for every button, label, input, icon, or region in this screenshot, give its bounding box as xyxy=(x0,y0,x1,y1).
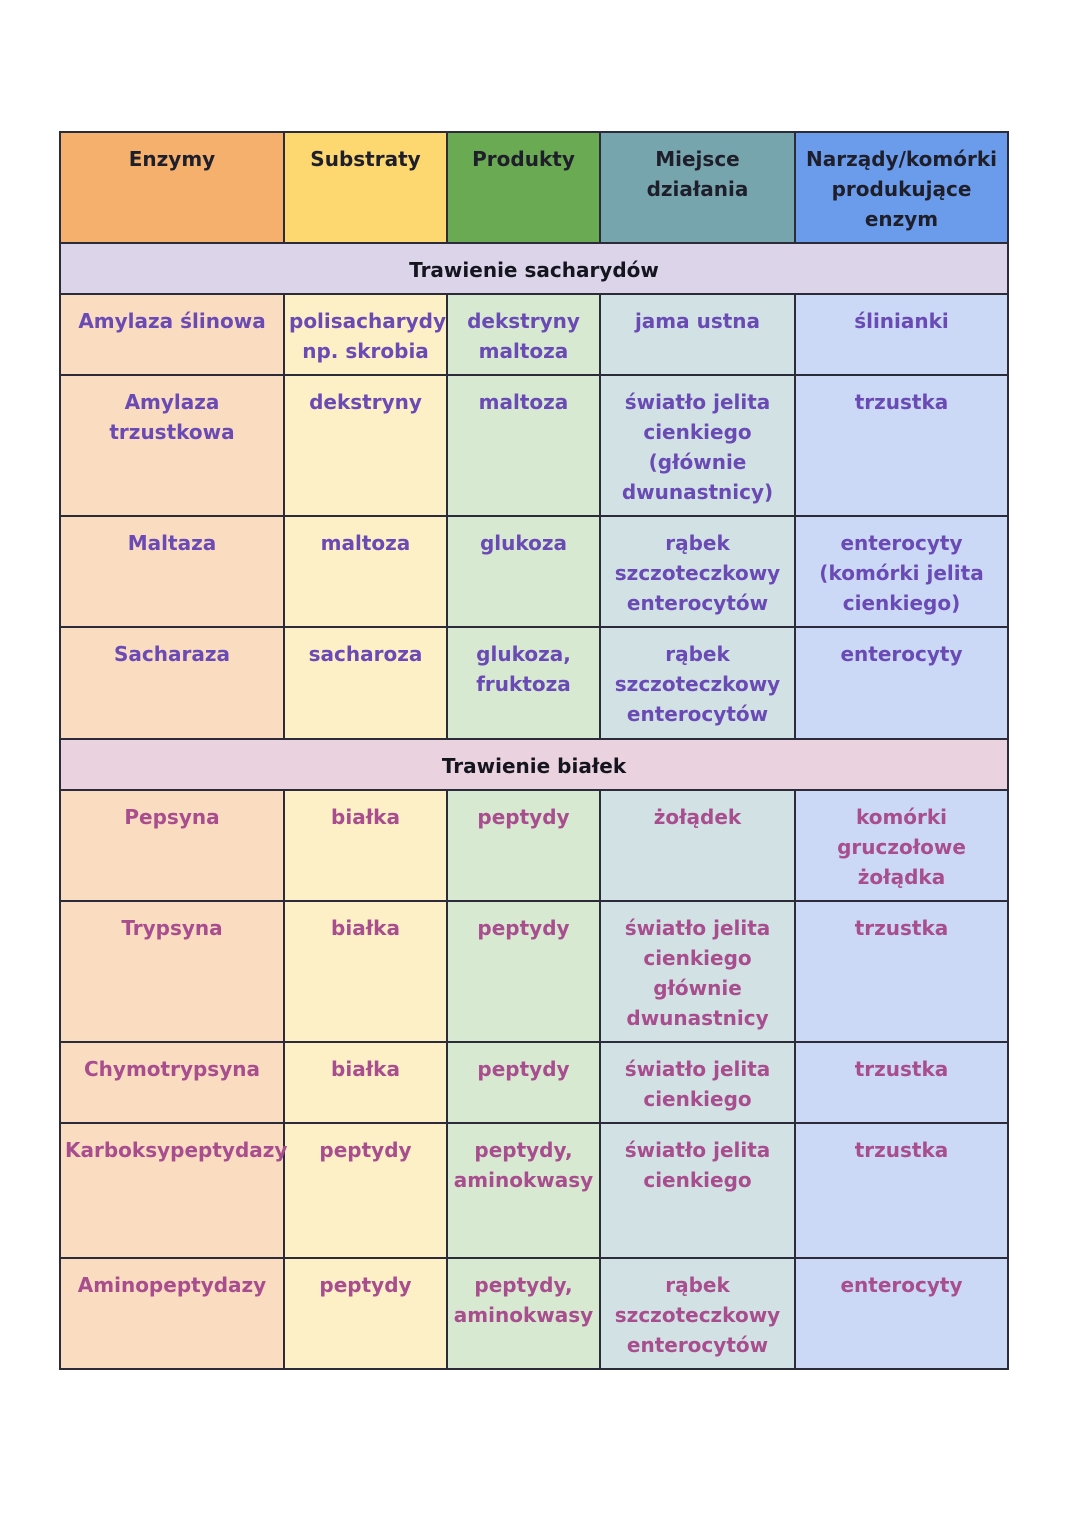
cell-produkt: peptydy, aminokwasy xyxy=(447,1123,600,1258)
cell-miejsce: żołądek xyxy=(600,790,795,901)
header-produkty: Produkty xyxy=(447,132,600,243)
cell-produkt: dekstryny maltoza xyxy=(447,294,600,375)
cell-narzad: komórki gruczołowe żołądka xyxy=(795,790,1008,901)
cell-substrat: dekstryny xyxy=(284,375,447,516)
table-row xyxy=(60,516,1008,627)
cell-narzad: trzustka xyxy=(795,901,1008,1042)
cell-produkt: maltoza xyxy=(447,375,600,516)
cell-narzad: trzustka xyxy=(795,375,1008,516)
cell-substrat: maltoza xyxy=(284,516,447,627)
section-title-sacharydy: Trawienie sacharydów xyxy=(60,243,1008,294)
cell-enzym: Chymotrypsyna xyxy=(60,1042,284,1123)
cell-enzym: Maltaza xyxy=(60,516,284,627)
table-row xyxy=(60,901,1008,1042)
cell-narzad: enterocyty xyxy=(795,627,1008,739)
cell-miejsce: rąbek szczoteczkowy enterocytów xyxy=(600,516,795,627)
cell-narzad: enterocyty xyxy=(795,1258,1008,1369)
cell-enzym: Amylaza ślinowa xyxy=(60,294,284,375)
cell-enzym: Aminopeptydazy xyxy=(60,1258,284,1369)
cell-miejsce: światło jelita cienkiego (głównie dwunastnicy) xyxy=(600,375,795,516)
cell-enzym: Sacharaza xyxy=(60,627,284,739)
header-substraty: Substraty xyxy=(284,132,447,243)
cell-substrat: sacharoza xyxy=(284,627,447,739)
table-row xyxy=(60,294,1008,375)
table-row xyxy=(60,375,1008,516)
cell-miejsce: rąbek szczoteczkowy enterocytów xyxy=(600,627,795,739)
cell-miejsce: rąbek szczoteczkowy enterocytów xyxy=(600,1258,795,1369)
cell-substrat: peptydy xyxy=(284,1123,447,1258)
cell-narzad: trzustka xyxy=(795,1123,1008,1258)
table-row xyxy=(60,1042,1008,1123)
cell-narzad: ślinianki xyxy=(795,294,1008,375)
cell-enzym: Karboksypeptydazy xyxy=(60,1123,284,1258)
table-row xyxy=(60,790,1008,901)
cell-miejsce: światło jelita cienkiego xyxy=(600,1042,795,1123)
section-row-sacharydy xyxy=(60,243,1008,294)
table-row xyxy=(60,1258,1008,1369)
section-title-bialka: Trawienie białek xyxy=(60,739,1008,790)
table-row xyxy=(60,1123,1008,1258)
header-enzymy: Enzymy xyxy=(60,132,284,243)
enzyme-table xyxy=(59,131,1009,1370)
cell-enzym: Pepsyna xyxy=(60,790,284,901)
header-row xyxy=(60,132,1008,243)
cell-enzym: Trypsyna xyxy=(60,901,284,1042)
table-row xyxy=(60,627,1008,739)
cell-produkt: peptydy xyxy=(447,901,600,1042)
cell-substrat: białka xyxy=(284,1042,447,1123)
cell-miejsce: światło jelita cienkiego głównie dwunastnicy xyxy=(600,901,795,1042)
cell-produkt: glukoza xyxy=(447,516,600,627)
header-narzady-komorki: Narządy/komórki produkujące enzym xyxy=(795,132,1008,243)
cell-substrat: białka xyxy=(284,901,447,1042)
cell-produkt: peptydy, aminokwasy xyxy=(447,1258,600,1369)
cell-produkt: peptydy xyxy=(447,1042,600,1123)
header-miejsce-dzialania: Miejsce działania xyxy=(600,132,795,243)
cell-miejsce: światło jelita cienkiego xyxy=(600,1123,795,1258)
cell-narzad: enterocyty (komórki jelita cienkiego) xyxy=(795,516,1008,627)
cell-enzym: Amylaza trzustkowa xyxy=(60,375,284,516)
cell-substrat: peptydy xyxy=(284,1258,447,1369)
cell-produkt: glukoza, fruktoza xyxy=(447,627,600,739)
cell-miejsce: jama ustna xyxy=(600,294,795,375)
section-row-bialka xyxy=(60,739,1008,790)
cell-produkt: peptydy xyxy=(447,790,600,901)
cell-substrat: białka xyxy=(284,790,447,901)
cell-substrat: polisacharydy np. skrobia xyxy=(284,294,447,375)
cell-narzad: trzustka xyxy=(795,1042,1008,1123)
